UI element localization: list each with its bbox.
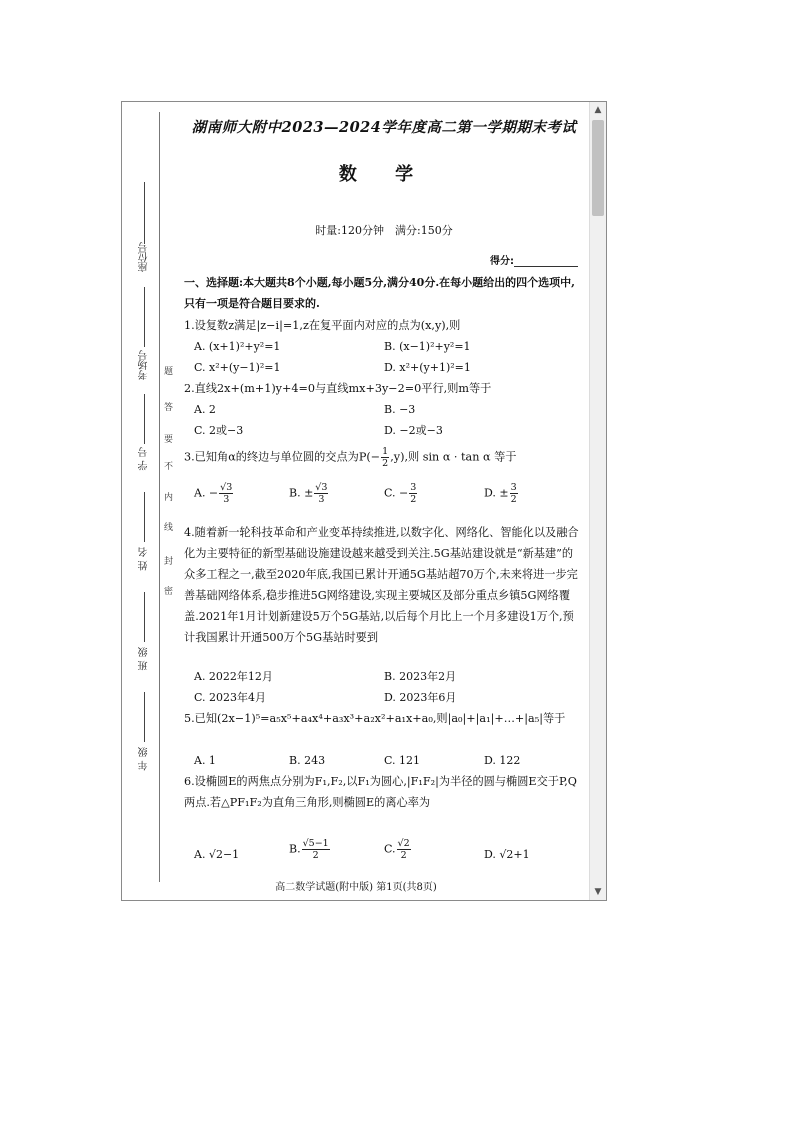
seal-char: 要 [164, 435, 174, 445]
q1-option-c: C. x²+(y−1)²=1 [194, 361, 281, 374]
q2-option-a: A. 2 [194, 403, 216, 416]
q3-option-c [384, 482, 418, 505]
q3-a-den: 3 [223, 494, 230, 505]
q3-a-fraction [219, 482, 233, 505]
q3-d-num: 3 [510, 482, 517, 493]
scroll-up-icon[interactable]: ▲ [594, 105, 602, 115]
q3-d-den: 2 [510, 494, 517, 505]
seat-label: 座位号 [139, 242, 150, 272]
seal-char: 答 [164, 403, 174, 413]
q3-frac-num: 1 [382, 446, 389, 457]
question-6-stem: 6.设椭圆E的两焦点分别为F₁,F₂,以F₁为圆心,|F₁F₂|为半径的圆与椭圆E交于P,Q两点.若△PF₁F₂为直角三角形,则椭圆E的离心率为 [184, 775, 577, 809]
document-viewer[interactable] [121, 101, 607, 901]
grade-label: 年 级 [139, 747, 150, 771]
seal-char: 内 [164, 493, 174, 503]
q6-option-c [384, 838, 412, 861]
q1-option-b: B. (x−1)²+y²=1 [384, 340, 471, 353]
vertical-scrollbar[interactable] [589, 102, 606, 900]
q3-c-fraction [409, 482, 417, 505]
name-blank [144, 492, 145, 542]
q2-option-b: B. −3 [384, 403, 416, 416]
score-field [490, 252, 578, 267]
scroll-down-icon[interactable]: ▼ [594, 887, 602, 897]
scrollbar-thumb[interactable] [592, 120, 604, 216]
binding-margin [122, 102, 172, 900]
q3-b-fraction [314, 482, 328, 505]
q2-option-c: C. 2或−3 [194, 424, 244, 437]
q5-option-a: A. 1 [194, 754, 216, 767]
q3-option-b [289, 482, 329, 505]
id-blank [144, 394, 145, 444]
class-blank [144, 592, 145, 642]
q3-c-num: 3 [410, 482, 417, 493]
q3-d-prefix: D. ± [484, 486, 509, 500]
question-5-stem: 5.已知(2x−1)⁵=a₅x⁵+a₄x⁴+a₃x³+a₂x²+a₁x+a₀,则|a₀|+|a₁|+…+|a₅|等于 [184, 712, 566, 725]
room-label: 考场号 [139, 350, 150, 380]
q6-b-fraction [302, 838, 330, 861]
seal-char: 密 [164, 587, 174, 597]
q3-a-num: √3 [220, 482, 233, 493]
section-heading: 一、选择题:本大题共8个小题,每小题5分,满分40分.在每小题给出的四个选项中,只有一项是符合题目要求的. [184, 276, 575, 310]
seal-char: 不 [164, 462, 174, 472]
q6-c-num: √2 [397, 838, 410, 849]
q4-option-a: A. 2022年12月 [194, 670, 273, 683]
seal-cut-line [159, 112, 160, 882]
score-blank [514, 256, 578, 267]
q6-option-d: D. √2+1 [484, 848, 530, 861]
q6-c-fraction [397, 838, 411, 861]
q3-frac-den: 2 [382, 458, 389, 469]
seat-blank [144, 182, 145, 244]
q3-paren-left: (− [366, 450, 381, 464]
class-label: 班 级 [139, 647, 150, 671]
grade-blank [144, 692, 145, 742]
q3-a-prefix: A. − [194, 486, 219, 500]
question-2-stem: 2.直线2x+(m+1)y+4=0与直线mx+3y−2=0平行,则m等于 [184, 382, 492, 395]
q3-fraction [381, 446, 389, 469]
exam-page [122, 102, 590, 900]
q6-option-a: A. √2−1 [194, 848, 240, 861]
q3-option-a [194, 482, 234, 505]
q1-option-d: D. x²+(y+1)²=1 [384, 361, 471, 374]
q6-c-prefix: C. [384, 842, 396, 856]
q3-d-fraction [510, 482, 518, 505]
q6-b-den: 2 [312, 850, 319, 861]
q3-b-num: √3 [315, 482, 328, 493]
q1-option-a: A. (x+1)²+y²=1 [194, 340, 281, 353]
exam-title: 湖南师大附中2023—2024学年度高二第一学期期末考试 [191, 119, 577, 136]
seal-char: 封 [164, 557, 174, 567]
q6-b-num: √5−1 [302, 838, 329, 849]
q6-c-den: 2 [400, 850, 407, 861]
q3-b-den: 3 [318, 494, 325, 505]
subject-title: 数 学 [338, 164, 430, 185]
q3-b-prefix: B. ± [289, 486, 314, 500]
q4-option-d: D. 2023年6月 [384, 691, 457, 704]
seal-char: 题 [164, 367, 174, 377]
q2-option-d: D. −2或−3 [384, 424, 443, 437]
q6-option-b [289, 838, 331, 861]
q3-stem-pre: 3.已知角α的终边与单位圆的交点为P [184, 450, 367, 464]
q3-option-d [484, 482, 519, 505]
room-blank [144, 287, 145, 347]
question-3-stem [184, 446, 584, 469]
q6-b-prefix: B. [289, 842, 301, 856]
id-label: 学 号 [139, 447, 150, 471]
q4-option-b: B. 2023年2月 [384, 670, 457, 683]
q5-option-c: C. 121 [384, 754, 421, 767]
seal-char: 线 [164, 523, 174, 533]
score-label: 得分: [490, 256, 514, 267]
page-footer: 高二数学试题(附中版) 第1页(共8页) [275, 882, 437, 893]
question-4-stem: 4.随着新一轮科技革命和产业变革持续推进,以数字化、网络化、智能化以及融合化为主要特征的新型基础设施建设越来越受到关注.5G基站建设就是“新基建”的众多工程之一,截至2020年底,我国已累计开通5G基站超70万个,未来将进一步完善基础网络体系,稳步推进5G网络建设,实现主要城区及部分重点乡镇5G网络覆盖.2021年1月计划新建设5万个5G基站,以后每个月比上一个月多建设1万个,预计我国累计开通500万个5G基站时要到 [184, 526, 579, 644]
q3-paren-right: ,y) [390, 450, 405, 464]
q5-option-d: D. 122 [484, 754, 521, 767]
time-info: 时量:120分钟 满分:150分 [315, 224, 453, 237]
q3-c-prefix: C. − [384, 486, 409, 500]
question-1-stem: 1.设复数z满足|z−i|=1,z在复平面内对应的点为(x,y),则 [184, 319, 461, 332]
q5-option-b: B. 243 [289, 754, 326, 767]
q3-stem-post: ,则 sin α · tan α 等于 [404, 450, 517, 464]
name-label: 姓 名 [139, 547, 150, 571]
q4-option-c: C. 2023年4月 [194, 691, 267, 704]
q3-c-den: 2 [410, 494, 417, 505]
